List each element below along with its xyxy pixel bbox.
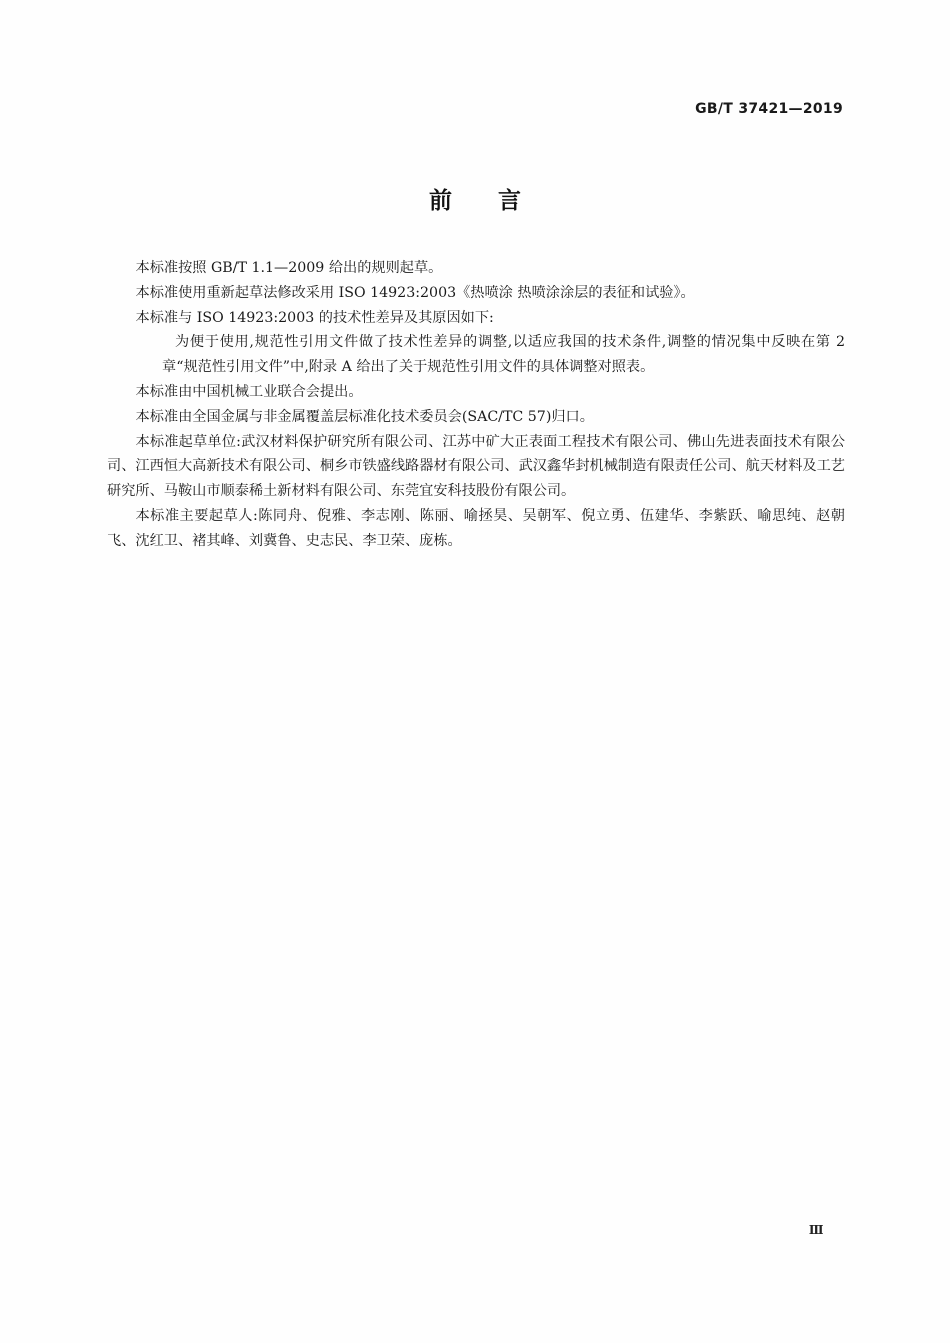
paragraph-adoption: 本标准使用重新起草法修改采用 ISO 14923:2003《热喷涂 热喷涂涂层的表征和试验》。 (135, 284, 695, 301)
paragraph-drafting-rules: 本标准按照 GB/T 1.1—2009 给出的规则起草。 (135, 260, 443, 276)
paragraph-drafting-units: 本标准起草单位:武汉材料保护研究所有限公司、江苏中矿大正表面工程技术有限公司、佛山先进表面技术有限公司、江西恒大高新技术有限公司、桐乡市铁盛线路器材有限公司、武汉鑫华封机械制造有限责任公司、航天材料及工艺研究所、马鞍山市顺泰稀土新材料有限公司、东莞宜安科技股份有限公司。 (107, 433, 845, 500)
paragraph-differences-intro: 本标准与 ISO 14923:2003 的技术性差异及其原因如下: (135, 309, 494, 326)
paragraph-drafters: 本标准主要起草人:陈同舟、倪雅、李志刚、陈丽、喻拯昊、吴朝军、倪立勇、伍建华、李紫跃、喻思纯、赵朝飞、沈红卫、褚其峰、刘冀鲁、史志民、李卫荣、庞栋。 (107, 507, 845, 549)
paragraph-proposer: 本标准由中国机械工业联合会提出。 (135, 383, 363, 400)
page-title: 前言 (429, 188, 567, 214)
paragraph-differences-detail: 为便于使用,规范性引用文件做了技术性差异的调整,以适应我国的技术条件,调整的情况集中反映在第 2 章“规范性引用文件”中,附录 A 给出了关于规范性引用文件的具体调整对照表。 (162, 334, 845, 376)
paragraph-committee: 本标准由全国金属与非金属覆盖层标准化技术委员会(SAC/TC 57)归口。 (135, 408, 594, 425)
standard-number: GB/T 37421—2019 (695, 101, 843, 117)
page-number: Ⅲ (808, 1223, 823, 1237)
foreword-body (107, 256, 845, 554)
